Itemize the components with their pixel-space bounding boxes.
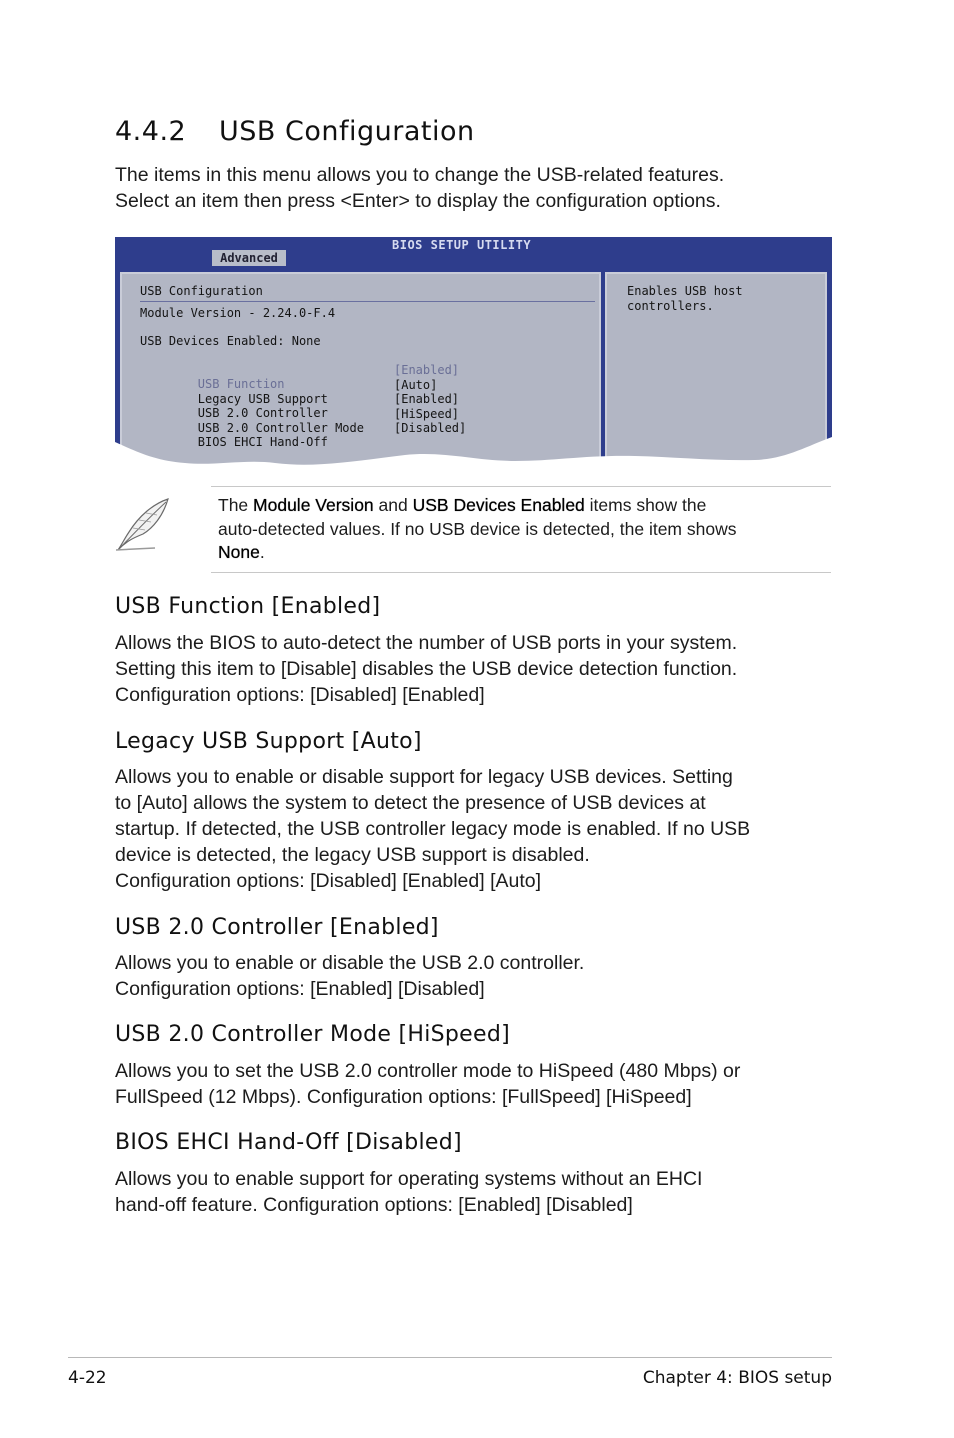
paragraph-line: Allows you to enable or disable support for legacy USB devices. Setting bbox=[115, 766, 733, 788]
footer-rule bbox=[68, 1357, 832, 1358]
bios-item-value: [HiSpeed] bbox=[394, 407, 460, 421]
bios-tab-advanced[interactable]: Advanced bbox=[212, 250, 286, 266]
paragraph-line: to [Auto] allows the system to detect the presence of USB devices at bbox=[115, 792, 706, 814]
bios-item-label: Legacy USB Support bbox=[197, 392, 328, 406]
paragraph-line: Setting this item to [Disable] disables the USB device detection function. bbox=[115, 658, 738, 680]
note-segment: . bbox=[259, 542, 265, 562]
bios-screenshot bbox=[115, 237, 832, 469]
note-segment: items show the bbox=[584, 495, 707, 515]
note-line-3 bbox=[218, 541, 828, 565]
intro-line: The items in this menu allows you to change the USB-related features. bbox=[115, 164, 725, 186]
note-bottom-rule bbox=[211, 572, 831, 573]
bios-devices-enabled: USB Devices Enabled: None bbox=[140, 334, 321, 348]
paragraph-line: startup. If detected, the USB controller legacy mode is enabled. If no USB bbox=[115, 818, 751, 840]
paragraph-usb-function bbox=[115, 630, 835, 708]
bios-panel-title: USB Configuration bbox=[140, 284, 263, 298]
bios-item-label: USB 2.0 Controller bbox=[197, 406, 328, 420]
note-top-rule bbox=[211, 486, 831, 487]
bios-module-version: Module Version - 2.24.0-F.4 bbox=[140, 306, 336, 320]
feather-pen-icon bbox=[113, 496, 173, 554]
note-text bbox=[218, 494, 828, 565]
bios-item-label: USB 2.0 Controller Mode bbox=[197, 421, 364, 435]
paragraph-line: Allows you to enable support for operating systems without an EHCI bbox=[115, 1168, 703, 1190]
note-line-2: auto-detected values. If no USB device is detected, the item shows bbox=[218, 518, 737, 539]
bios-item-label: USB Function bbox=[197, 377, 285, 391]
paragraph-line: FullSpeed (12 Mbps). Configuration options: [FullSpeed] [HiSpeed] bbox=[115, 1086, 692, 1108]
bios-help-line: controllers. bbox=[627, 299, 714, 313]
paragraph-line: device is detected, the legacy USB support is disabled. bbox=[115, 844, 590, 866]
section-title bbox=[115, 116, 475, 147]
note-bold-module-version: Module Version bbox=[253, 495, 374, 515]
bios-item-value: [Enabled] bbox=[394, 363, 460, 377]
heading-legacy-usb-support: Legacy USB Support [Auto] bbox=[115, 729, 422, 754]
paragraph-bios-ehci-handoff bbox=[115, 1166, 835, 1218]
note-bold-usb-devices-enabled: USB Devices Enabled bbox=[412, 495, 585, 515]
heading-usb20-controller: USB 2.0 Controller [Enabled] bbox=[115, 915, 439, 940]
note-bold-none: None bbox=[218, 542, 260, 562]
bios-item-value: [Auto] bbox=[394, 378, 438, 392]
bios-item-value: [Enabled] bbox=[394, 392, 460, 406]
paragraph-line: Allows the BIOS to auto-detect the number of USB ports in your system. bbox=[115, 632, 738, 654]
paragraph-line: Allows you to enable or disable the USB 2.0 controller. bbox=[115, 952, 585, 974]
bios-utility-title: BIOS SETUP UTILITY bbox=[392, 238, 532, 252]
paragraph-usb20-controller-mode bbox=[115, 1058, 835, 1110]
section-number: 4.4.2 bbox=[115, 116, 187, 147]
paragraph-line: Allows you to set the USB 2.0 controller mode to HiSpeed (480 Mbps) or bbox=[115, 1060, 741, 1082]
heading-usb-function: USB Function [Enabled] bbox=[115, 594, 381, 619]
page-number: 4-22 bbox=[68, 1368, 107, 1388]
note-line-1 bbox=[218, 494, 828, 518]
heading-usb20-controller-mode: USB 2.0 Controller Mode [HiSpeed] bbox=[115, 1022, 510, 1047]
chapter-label: Chapter 4: BIOS setup bbox=[642, 1368, 832, 1388]
note-segment: The bbox=[218, 495, 254, 515]
intro-paragraph bbox=[115, 162, 835, 214]
paragraph-line: Configuration options: [Enabled] [Disabled] bbox=[115, 978, 485, 1000]
paragraph-line: Configuration options: [Disabled] [Enabled] bbox=[115, 684, 485, 706]
paragraph-legacy-usb-support bbox=[115, 764, 835, 894]
paragraph-line: Configuration options: [Disabled] [Enabled] [Auto] bbox=[115, 870, 542, 892]
bios-item-label: BIOS EHCI Hand-Off bbox=[197, 435, 328, 449]
note-segment: and bbox=[373, 495, 413, 515]
intro-line: Select an item then press <Enter> to display the configuration options. bbox=[115, 190, 721, 212]
paragraph-usb20-controller bbox=[115, 950, 835, 1002]
section-title-text: USB Configuration bbox=[219, 116, 475, 147]
bios-help-line: Enables USB host bbox=[627, 284, 743, 298]
heading-bios-ehci-handoff: BIOS EHCI Hand-Off [Disabled] bbox=[115, 1130, 462, 1155]
paragraph-line: hand-off feature. Configuration options: [Enabled] [Disabled] bbox=[115, 1194, 633, 1216]
torn-edge bbox=[115, 237, 832, 469]
bios-item-value: [Disabled] bbox=[394, 421, 467, 435]
